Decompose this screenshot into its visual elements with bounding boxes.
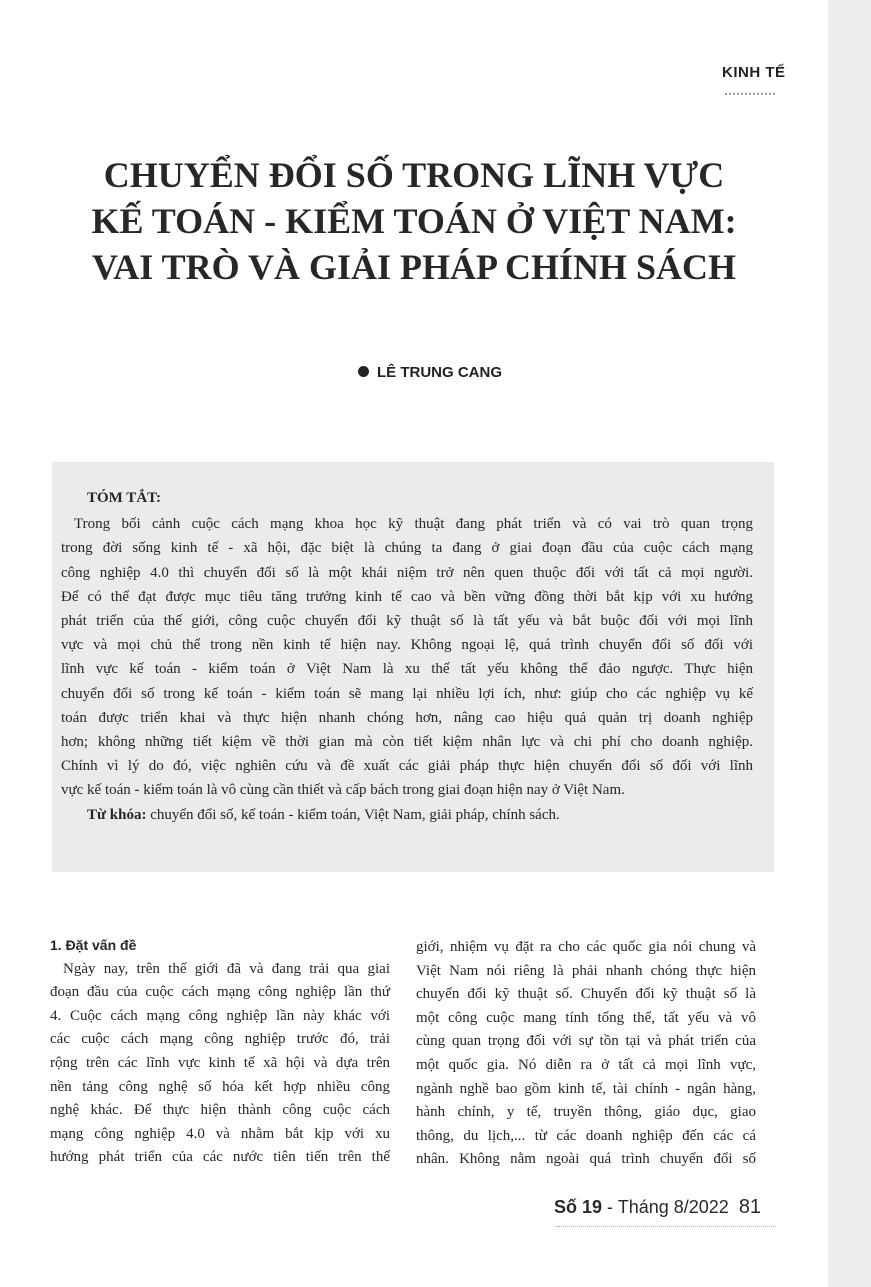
body-line: hành chính, y tế, truyền thông, giáo dục, giao xyxy=(416,1104,756,1121)
body-line: các cuộc cách mạng công nghiệp trước đó, trải xyxy=(50,1031,390,1048)
abstract xyxy=(61,486,753,827)
keywords-list: chuyển đổi số, kế toán - kiểm toán, Việt Nam, giải pháp, chính sách. xyxy=(146,806,560,823)
body-line: nghệ khác. Để thực hiện thành công cuộc cách xyxy=(50,1102,390,1119)
abstract-line: vực kế toán - kiểm toán là vô cùng cần thiết và cấp bách trong giai đoạn hiện nay ở Việt Nam. xyxy=(61,782,625,799)
abstract-line: toán được triển khai và thực hiện nhanh chóng hơn, nâng cao hiệu quả quản trị doanh nghiệp xyxy=(61,709,753,726)
issue-number: 19 xyxy=(582,1197,603,1217)
body-line: mạng công nghiệp 4.0 và nhằm bắt kịp với xu xyxy=(50,1125,390,1142)
body-line: chuyển đổi kỹ thuật số. Chuyển đổi kỹ thuật số là xyxy=(416,986,756,1003)
body-line: thông, du lịch,... từ các doanh nghiệp đến các cá xyxy=(416,1127,756,1144)
body-line: hướng phát triển của các nước tiên tiến trên thế xyxy=(50,1149,390,1166)
title-line: VAI TRÒ VÀ GIẢI PHÁP CHÍNH SÁCH xyxy=(91,247,737,287)
section-heading: 1. Đặt vấn đề xyxy=(50,937,137,953)
keywords xyxy=(87,803,753,827)
body-line: một quốc gia. Nó diễn ra ở tất cả mọi lĩnh vực, xyxy=(416,1056,756,1073)
page-number: 81 xyxy=(738,1196,762,1218)
body-line: Việt Nam nói riêng là phải nhanh chóng thực hiện xyxy=(416,962,756,979)
body-line: giới, nhiệm vụ đặt ra cho các quốc gia nói chung và xyxy=(416,939,756,955)
issue-date: - Tháng 8/2022 xyxy=(602,1197,729,1217)
abstract-line: phát triển của thế giới, công cuộc chuyển đổi kỹ thuật số là tất yếu và bắt buộc đối với mọi lĩnh xyxy=(61,613,753,630)
abstract-line: Trong bối cảnh cuộc cách mạng khoa học kỹ thuật đang phát triển và có vai trò quan trọng xyxy=(74,516,753,533)
body-line: rộng trên các lĩnh vực kinh tế xã hội và dựa trên xyxy=(50,1054,390,1071)
page-footer xyxy=(554,1196,761,1219)
abstract-line: chuyển đổi số trong kế toán - kiểm toán sẽ mang lại nhiều lợi ích, như: giúp cho các nghiệp vụ kế xyxy=(61,685,753,702)
abstract-line: công nghiệp 4.0 thì chuyển đổi số là một khái niệm trở nên quen thuộc đối với tất cả mọi người. xyxy=(61,564,753,581)
article-title xyxy=(60,152,768,290)
issue-info xyxy=(554,1197,729,1217)
body-line: 4. Cuộc cách mạng công nghiệp lần này khác với xyxy=(50,1007,390,1024)
body-line: một công cuộc mang tính tổng thể, tất yếu và vô xyxy=(416,1009,756,1026)
issue-prefix: Số xyxy=(554,1197,583,1217)
abstract-text xyxy=(61,512,753,802)
author-byline xyxy=(80,364,780,381)
footer-divider xyxy=(556,1226,776,1227)
title-line: CHUYỂN ĐỔI SỐ TRONG LĨNH VỰC xyxy=(103,155,725,195)
abstract-line: trong đời sống kinh tế - xã hội, đặc biệt là chúng ta đang ở giai đoạn đầu của cuộc cách mạng xyxy=(61,540,753,557)
body-line: ngành nghề bao gồm kinh tế, tài chính - ngân hàng, xyxy=(416,1080,756,1097)
abstract-heading: TÓM TẮT: xyxy=(87,490,162,506)
abstract-line: Để có thể đạt được mục tiêu tăng trưởng kinh tế cao và bền vững đồng thời bắt kịp với xu hướng xyxy=(61,588,753,605)
section-divider xyxy=(725,93,775,95)
body-column-left xyxy=(50,934,390,1170)
body-line: nhân. Không nằm ngoài quá trình chuyển đổi số xyxy=(416,1151,756,1168)
abstract-line: vực và mọi chủ thể trong nền kinh tế hiện nay. Không ngoại lệ, quá trình chuyển đổi số đối với xyxy=(61,637,753,654)
keywords-label: Từ khóa: xyxy=(87,806,147,823)
abstract-line: hơn; không những tiết kiệm về thời gian mà còn tiết kiệm nhân lực và chi phí cho doanh nghiệp. xyxy=(61,734,753,751)
page-edge-shadow xyxy=(828,0,871,1287)
abstract-line: Chính vì lý do đó, việc nghiên cứu và đề xuất các giải pháp thực hiện chuyển đổi số đối với lĩnh xyxy=(61,758,753,775)
bullet-icon xyxy=(358,366,369,377)
body-column-right xyxy=(416,936,756,1172)
body-line: nền tảng công nghệ số hóa kết hợp nhiều công xyxy=(50,1078,390,1095)
body-line: Ngày nay, trên thế giới đã và đang trải qua giai xyxy=(63,960,390,977)
section-label: KINH TẾ xyxy=(722,64,786,81)
body-line: cùng quan trọng đối với sự tồn tại và phát triển của xyxy=(416,1033,756,1050)
abstract-line: lĩnh vực kế toán - kiểm toán ở Việt Nam là xu thế tất yếu không thể đảo ngược. Thực hiện xyxy=(61,661,753,678)
title-line: KẾ TOÁN - KIỂM TOÁN Ở VIỆT NAM: xyxy=(91,201,737,241)
body-line: đoạn đầu của cuộc cách mạng công nghiệp lần thứ xyxy=(50,984,390,1001)
author-name: LÊ TRUNG CANG xyxy=(377,364,502,381)
